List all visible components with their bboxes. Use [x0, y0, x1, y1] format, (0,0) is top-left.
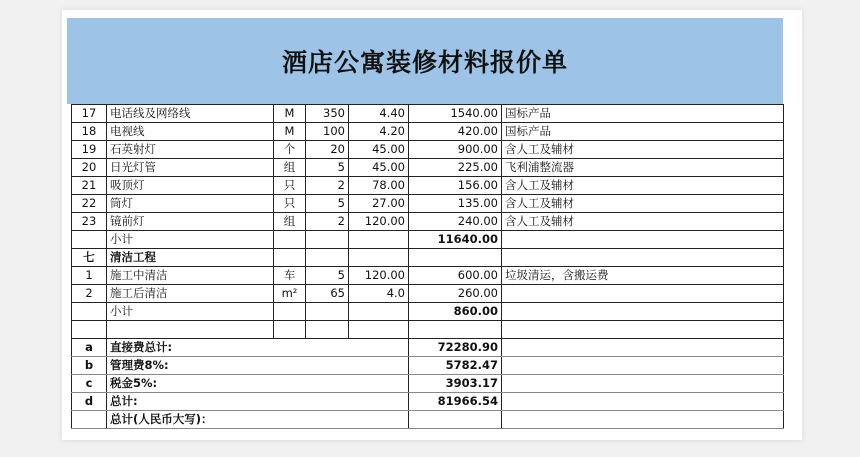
cell-no[interactable]: 18: [72, 123, 107, 141]
cell-note[interactable]: 含人工及辅材: [502, 195, 784, 213]
cell-name[interactable]: 吸顶灯: [107, 177, 274, 195]
cell-amount[interactable]: 240.00: [409, 213, 502, 231]
cell-unit[interactable]: 只: [274, 195, 306, 213]
cell-summary-amount[interactable]: 5782.47: [409, 357, 502, 375]
table-row: [72, 285, 784, 303]
cell-amount[interactable]: 600.00: [409, 267, 502, 285]
cell-no[interactable]: 21: [72, 177, 107, 195]
cell-qty[interactable]: 20: [306, 141, 349, 159]
cell-qty[interactable]: [306, 231, 349, 249]
table-row: [72, 123, 784, 141]
cell-no[interactable]: 22: [72, 195, 107, 213]
cell-note[interactable]: [502, 231, 784, 249]
cell-no[interactable]: 20: [72, 159, 107, 177]
table-row: [72, 105, 784, 123]
cell-empty[interactable]: [502, 249, 784, 267]
cell-amount[interactable]: 156.00: [409, 177, 502, 195]
cell-price[interactable]: 27.00: [349, 195, 409, 213]
cell-empty[interactable]: [274, 249, 306, 267]
cell-summary-label[interactable]: 税金5%:: [107, 375, 409, 393]
cell-name[interactable]: 施工中清洁: [107, 267, 274, 285]
cell-empty[interactable]: [306, 249, 349, 267]
cell-note[interactable]: 含人工及辅材: [502, 141, 784, 159]
cell-amount[interactable]: 900.00: [409, 141, 502, 159]
quote-sheet: [62, 10, 802, 440]
subtotal-row: [72, 231, 784, 249]
table-row: [72, 195, 784, 213]
cell-qty[interactable]: 2: [306, 177, 349, 195]
cell-price[interactable]: 120.00: [349, 267, 409, 285]
cell-summary-amount[interactable]: 3903.17: [409, 375, 502, 393]
cell-section-no[interactable]: 七: [72, 249, 107, 267]
cell-empty[interactable]: [409, 321, 502, 339]
cell-name[interactable]: 筒灯: [107, 195, 274, 213]
cell-no[interactable]: 2: [72, 285, 107, 303]
cell-note[interactable]: 含人工及辅材: [502, 213, 784, 231]
cell-unit[interactable]: [274, 303, 306, 321]
cell-name[interactable]: 施工后清洁: [107, 285, 274, 303]
cell-unit[interactable]: 组: [274, 213, 306, 231]
cell-summary-key[interactable]: c: [72, 375, 107, 393]
cell-summary-key[interactable]: d: [72, 393, 107, 411]
cell-unit[interactable]: m²: [274, 285, 306, 303]
summary-row: [72, 339, 784, 357]
cell-note[interactable]: [502, 357, 784, 375]
cell-note[interactable]: [502, 285, 784, 303]
cell-price[interactable]: 120.00: [349, 213, 409, 231]
cell-subtotal-amount[interactable]: 11640.00: [409, 231, 502, 249]
cell-qty[interactable]: 5: [306, 159, 349, 177]
cell-qty[interactable]: 100: [306, 123, 349, 141]
table-row: [72, 213, 784, 231]
page-title: 酒店公寓装修材料报价单: [281, 48, 568, 77]
cell-empty[interactable]: [107, 321, 274, 339]
cell-name[interactable]: 电话线及网络线: [107, 105, 274, 123]
cell-price[interactable]: 45.00: [349, 159, 409, 177]
table-row: [72, 141, 784, 159]
cell-note[interactable]: [502, 303, 784, 321]
section-row: [72, 249, 784, 267]
cell-summary-label[interactable]: 总计:: [107, 393, 409, 411]
summary-row: [72, 393, 784, 411]
cell-note[interactable]: [502, 339, 784, 357]
cell-empty[interactable]: [72, 321, 107, 339]
cell-note[interactable]: 飞利浦整流器: [502, 159, 784, 177]
cell-qty[interactable]: 2: [306, 213, 349, 231]
cell-price[interactable]: 4.40: [349, 105, 409, 123]
cell-qty[interactable]: 5: [306, 267, 349, 285]
cell-no[interactable]: [72, 411, 107, 429]
cell-total-words-label[interactable]: 总计(人民币大写)：: [107, 411, 409, 429]
cell-note[interactable]: [502, 393, 784, 411]
cell-summary-amount[interactable]: 72280.90: [409, 339, 502, 357]
title-band: [67, 18, 783, 104]
cell-amount[interactable]: 260.00: [409, 285, 502, 303]
cell-unit[interactable]: M: [274, 123, 306, 141]
cell-amount[interactable]: 1540.00: [409, 105, 502, 123]
cell-empty[interactable]: [502, 321, 784, 339]
table-row: [72, 267, 784, 285]
cell-qty[interactable]: 5: [306, 195, 349, 213]
cell-name[interactable]: 石英射灯: [107, 141, 274, 159]
cell-note[interactable]: 含人工及辅材: [502, 177, 784, 195]
empty-row: [72, 321, 784, 339]
cell-price[interactable]: 4.20: [349, 123, 409, 141]
cell-section-name[interactable]: 清洁工程: [107, 249, 274, 267]
cell-summary-key[interactable]: b: [72, 357, 107, 375]
table-row: [72, 159, 784, 177]
cell-amount[interactable]: 420.00: [409, 123, 502, 141]
cell-empty[interactable]: [306, 321, 349, 339]
cell-note[interactable]: [502, 411, 784, 429]
cell-empty[interactable]: [274, 321, 306, 339]
cell-empty[interactable]: [349, 321, 409, 339]
cell-summary-amount[interactable]: 81966.54: [409, 393, 502, 411]
cell-no[interactable]: [72, 303, 107, 321]
cell-subtotal-label[interactable]: 小计: [107, 231, 274, 249]
cell-subtotal-amount[interactable]: 860.00: [409, 303, 502, 321]
cell-no[interactable]: 23: [72, 213, 107, 231]
cell-qty[interactable]: 65: [306, 285, 349, 303]
cell-empty[interactable]: [409, 249, 502, 267]
subtotal-row: [72, 303, 784, 321]
cell-unit[interactable]: M: [274, 105, 306, 123]
cell-amount[interactable]: [409, 411, 502, 429]
summary-row: [72, 357, 784, 375]
cell-unit[interactable]: 组: [274, 159, 306, 177]
cell-note[interactable]: [502, 375, 784, 393]
cell-no[interactable]: 19: [72, 141, 107, 159]
summary-row: [72, 375, 784, 393]
cell-price[interactable]: 4.0: [349, 285, 409, 303]
total-words-row: [72, 411, 784, 429]
cell-no[interactable]: 17: [72, 105, 107, 123]
cell-summary-key[interactable]: a: [72, 339, 107, 357]
cell-note[interactable]: 垃圾清运，含搬运费: [502, 267, 784, 285]
cell-name[interactable]: 镜前灯: [107, 213, 274, 231]
cell-unit[interactable]: [274, 231, 306, 249]
cell-note[interactable]: 国标产品: [502, 123, 784, 141]
cell-summary-label[interactable]: 直接费总计:: [107, 339, 409, 357]
cell-summary-label[interactable]: 管理费8%:: [107, 357, 409, 375]
cell-no[interactable]: [72, 231, 107, 249]
cell-price[interactable]: [349, 231, 409, 249]
cell-subtotal-label[interactable]: 小计: [107, 303, 274, 321]
table-row: [72, 177, 784, 195]
cell-price[interactable]: 78.00: [349, 177, 409, 195]
cell-note[interactable]: 国标产品: [502, 105, 784, 123]
cell-unit[interactable]: 个: [274, 141, 306, 159]
cell-amount[interactable]: 135.00: [409, 195, 502, 213]
quote-table: [71, 104, 784, 429]
cell-unit[interactable]: 只: [274, 177, 306, 195]
cell-amount[interactable]: 225.00: [409, 159, 502, 177]
cell-qty[interactable]: [306, 303, 349, 321]
cell-unit[interactable]: 车: [274, 267, 306, 285]
cell-qty[interactable]: 350: [306, 105, 349, 123]
cell-name[interactable]: 电视线: [107, 123, 274, 141]
cell-name[interactable]: 日光灯管: [107, 159, 274, 177]
cell-price[interactable]: [349, 303, 409, 321]
cell-empty[interactable]: [349, 249, 409, 267]
cell-no[interactable]: 1: [72, 267, 107, 285]
cell-price[interactable]: 45.00: [349, 141, 409, 159]
